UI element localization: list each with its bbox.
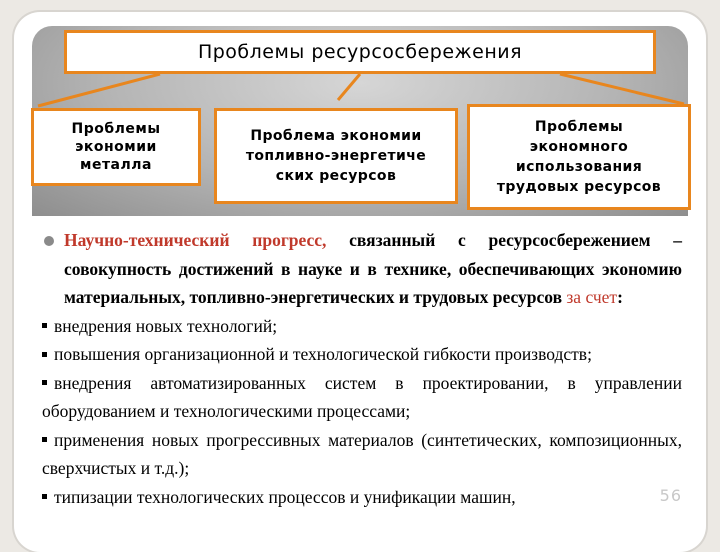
body-text bbox=[42, 226, 682, 511]
list-item bbox=[42, 483, 682, 512]
right-box-line: трудовых ресурсов bbox=[496, 179, 662, 195]
left-box-line: экономии bbox=[75, 139, 157, 155]
left-box bbox=[31, 108, 201, 186]
top-box-label: Проблемы ресурсосбережения bbox=[197, 41, 523, 63]
intro-colon: : bbox=[617, 287, 623, 307]
intro-paragraph bbox=[42, 226, 682, 312]
right-box bbox=[467, 104, 691, 210]
list-item-text: типизации технологических процессов и унификации машин, bbox=[54, 486, 516, 507]
left-box-line: металла bbox=[80, 157, 152, 173]
right-box-line: экономного bbox=[529, 139, 629, 155]
middle-box bbox=[214, 108, 458, 204]
middle-box-line: ских ресурсов bbox=[275, 168, 397, 184]
square-bullet-icon bbox=[42, 323, 47, 328]
right-box-line: использования bbox=[515, 159, 643, 175]
list-item bbox=[42, 369, 682, 426]
square-bullet-icon bbox=[42, 494, 47, 499]
list-item-text: внедрения новых технологий; bbox=[54, 315, 278, 336]
list-item bbox=[42, 340, 682, 369]
list-item-text: повышения организационной и технологической гибкости производств; bbox=[54, 344, 592, 364]
intro-highlight: Научно-технический прогресс, bbox=[64, 230, 327, 250]
bullet-dot-icon bbox=[44, 236, 54, 246]
page-number: 56 bbox=[659, 486, 682, 505]
top-box bbox=[64, 30, 656, 74]
square-bullet-icon bbox=[42, 380, 47, 385]
square-bullet-icon bbox=[42, 437, 47, 442]
right-box-line: Проблемы bbox=[534, 119, 624, 135]
list-item-text: применения новых прогрессивных материалов (синтетических, композиционных, сверхчистых и т.д.); bbox=[42, 429, 682, 478]
intro-red-tail: за счет bbox=[566, 287, 618, 307]
left-box-line: Проблемы bbox=[71, 121, 161, 137]
list-item-text: внедрения автоматизированных систем в проектировании, в управлении оборудованием и технологическими процессами; bbox=[42, 372, 682, 421]
list-item bbox=[42, 312, 682, 341]
middle-box-line: топливно-энергетиче bbox=[245, 148, 427, 164]
middle-box-line: Проблема экономии bbox=[250, 128, 422, 144]
list-item bbox=[42, 426, 682, 483]
intro-text: связанный с ресурсосбережением – совокупность достижений в науке и в технике, обеспечивающих экономию материальных, топливно-энергетических и трудовых ресурсов bbox=[64, 230, 683, 307]
square-bullet-icon bbox=[42, 352, 47, 357]
